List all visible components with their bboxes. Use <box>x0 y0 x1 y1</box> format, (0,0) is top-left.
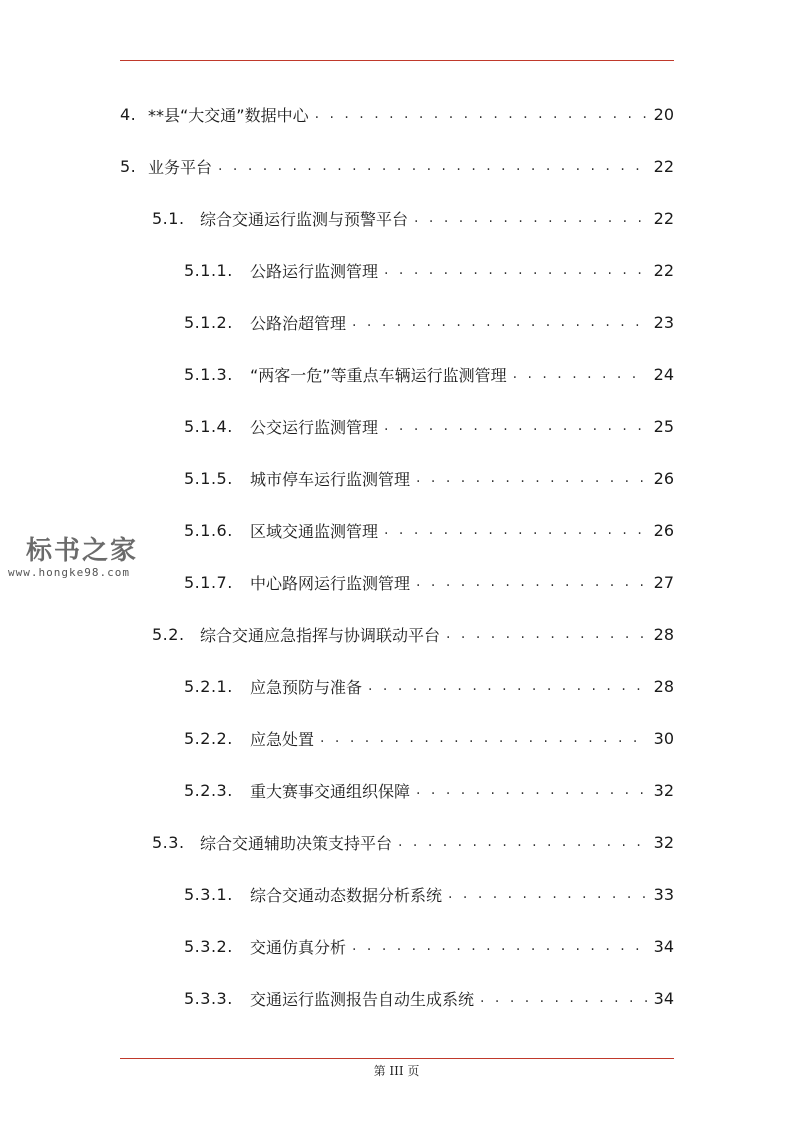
toc-entry-title: 业务平台 <box>148 157 213 177</box>
toc-entry-number: 5.3.2. <box>184 936 233 956</box>
toc-entry-title: 综合交通动态数据分析系统 <box>250 885 443 905</box>
toc-entry-page: 32 <box>653 780 674 800</box>
toc-entry-number: 5. <box>120 156 137 176</box>
toc-entry[interactable] <box>120 92 674 136</box>
toc-entry-number: 5.1.1. <box>184 260 233 280</box>
toc-entry-page: 32 <box>653 832 674 852</box>
toc-entry-title: 公交运行监测管理 <box>250 417 379 437</box>
toc-dot-leader <box>352 938 648 954</box>
footer-rule <box>120 1058 674 1059</box>
toc-entry[interactable] <box>184 872 674 916</box>
watermark <box>8 536 158 580</box>
toc-entry-page: 22 <box>653 208 674 228</box>
toc-dot-leader <box>368 678 648 694</box>
toc-entry-page: 27 <box>653 572 674 592</box>
header-rule <box>120 60 674 61</box>
toc-entry-page: 26 <box>653 520 674 540</box>
toc-entry-number: 5.1.7. <box>184 572 233 592</box>
toc-entry[interactable] <box>120 144 674 188</box>
toc-entry-page: 34 <box>653 988 674 1008</box>
toc-entry-number: 5.2. <box>152 624 185 644</box>
toc-entry[interactable] <box>184 456 674 500</box>
toc-entry-page: 22 <box>653 260 674 280</box>
toc-entry-title: **县“大交通”数据中心 <box>148 105 309 125</box>
toc-entry-page: 23 <box>653 312 674 332</box>
toc-entry[interactable] <box>184 924 674 968</box>
toc-entry[interactable] <box>152 196 674 240</box>
toc-entry-page: 26 <box>653 468 674 488</box>
toc-entry[interactable] <box>184 248 674 292</box>
toc-dot-leader <box>398 834 648 850</box>
toc-entry[interactable] <box>184 508 674 552</box>
toc-entry-number: 5.1.5. <box>184 468 233 488</box>
toc-entry[interactable] <box>184 560 674 604</box>
toc-entry-number: 5.2.2. <box>184 728 233 748</box>
toc-entry[interactable] <box>184 404 674 448</box>
page-number: 第 III 页 <box>373 1064 420 1078</box>
toc-dot-leader <box>416 574 648 590</box>
toc-dot-leader <box>320 730 648 746</box>
toc-entry-page: 33 <box>653 884 674 904</box>
toc-entry[interactable] <box>184 352 674 396</box>
toc-dot-leader <box>384 418 648 434</box>
toc-entry-page: 20 <box>653 104 674 124</box>
toc-entry[interactable] <box>184 768 674 812</box>
toc-entry-title: 重大赛事交通组织保障 <box>250 781 411 801</box>
toc-entry[interactable] <box>184 300 674 344</box>
toc-entry-title: 区域交通监测管理 <box>250 521 379 541</box>
toc-entry-number: 5.3. <box>152 832 185 852</box>
watermark-url: www.hongke98.com <box>8 566 130 579</box>
toc-entry-number: 5.3.3. <box>184 988 233 1008</box>
toc-dot-leader <box>218 158 648 174</box>
toc-entry-page: 25 <box>653 416 674 436</box>
toc-dot-leader <box>352 314 648 330</box>
toc-entry-number: 5.1. <box>152 208 185 228</box>
toc-dot-leader <box>446 626 648 642</box>
toc-entry-number: 5.3.1. <box>184 884 233 904</box>
toc-dot-leader <box>315 106 648 122</box>
toc-entry-title: 交通仿真分析 <box>250 937 347 957</box>
toc-dot-leader <box>513 366 648 382</box>
toc-dot-leader <box>384 262 648 278</box>
toc-entry-page: 30 <box>653 728 674 748</box>
toc-dot-leader <box>448 886 648 902</box>
toc-entry-title: 应急处置 <box>250 729 315 749</box>
toc-dot-leader <box>414 210 648 226</box>
toc-entry-number: 4. <box>120 104 137 124</box>
toc-entry-title: “两客一危”等重点车辆运行监测管理 <box>250 365 507 385</box>
toc-entry-number: 5.2.1. <box>184 676 233 696</box>
toc-dot-leader <box>384 522 648 538</box>
toc-entry-title: 综合交通应急指挥与协调联动平台 <box>200 625 441 645</box>
toc-dot-leader <box>480 990 648 1006</box>
toc-entry[interactable] <box>184 716 674 760</box>
toc-dot-leader <box>416 782 648 798</box>
toc-entry-page: 22 <box>653 156 674 176</box>
toc-entry[interactable] <box>184 976 674 1020</box>
toc-entry-title: 公路运行监测管理 <box>250 261 379 281</box>
toc-entry-number: 5.1.2. <box>184 312 233 332</box>
toc-entry[interactable] <box>184 664 674 708</box>
toc-entry-title: 中心路网运行监测管理 <box>250 573 411 593</box>
toc-entry-number: 5.1.3. <box>184 364 233 384</box>
toc-dot-leader <box>416 470 648 486</box>
toc-entry-page: 24 <box>653 364 674 384</box>
toc-entry-page: 28 <box>653 676 674 696</box>
toc-entry-number: 5.1.4. <box>184 416 233 436</box>
toc-entry-title: 综合交通运行监测与预警平台 <box>200 209 409 229</box>
toc-entry-title: 综合交通辅助决策支持平台 <box>200 833 393 853</box>
toc-entry-number: 5.2.3. <box>184 780 233 800</box>
toc-entry[interactable] <box>152 612 674 656</box>
toc-entry-title: 交通运行监测报告自动生成系统 <box>250 989 475 1009</box>
toc-entry-title: 应急预防与准备 <box>250 677 363 697</box>
toc-entry-number: 5.1.6. <box>184 520 233 540</box>
toc-entry[interactable] <box>152 820 674 864</box>
toc-entry-page: 34 <box>653 936 674 956</box>
toc-entry-title: 公路治超管理 <box>250 313 347 333</box>
watermark-logo: 标书之家 <box>26 536 139 566</box>
toc-entry-title: 城市停车运行监测管理 <box>250 469 411 489</box>
toc-entry-page: 28 <box>653 624 674 644</box>
